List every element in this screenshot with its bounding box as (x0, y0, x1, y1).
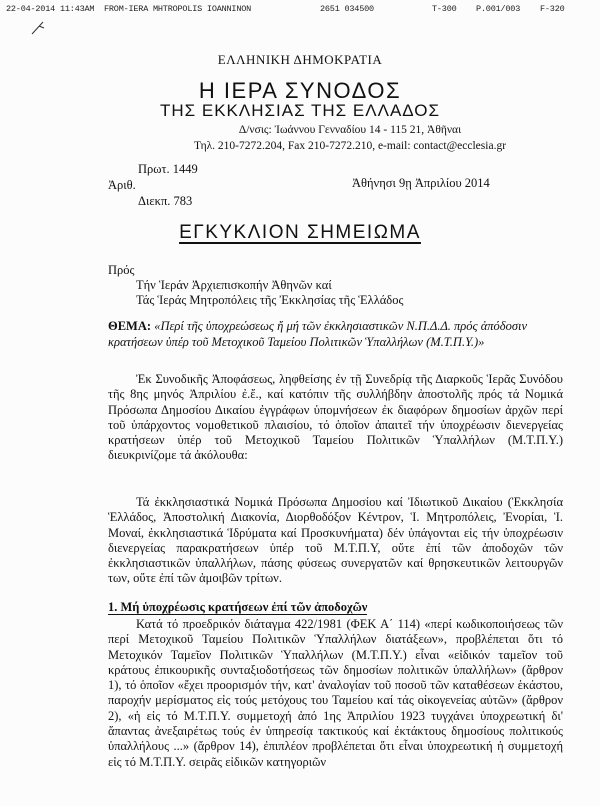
paragraph-2: Τά ἐκκλησιαστικά Νομικά Πρόσωπα Δημοσίου καί Ἰδιωτικοῦ Δικαίου (Ἐκκλησία Ἑλλάδος, Ἀποστολική Διακονία, Διορθοδόξον Κέντρον, Ἱ. Μητροπόλεις, Ἐνορίαι, Ἱ. Μοναί, ἐκκλησιαστικά Ἱδρύματα καί Προσκυνήματα) δέν ὑπάγονται εἰς τήν ὑποχρέωσιν διενεργείας παρακρατήσεων ὑπέρ τοῦ Μ.Τ.Π.Υ, οὔτε ἐπί τῶν ἀποδοχῶν τῶν ἐκκλησιαστικῶν ὑπαλλήλων, πάσης φύσεως συνεργατῶν καί θρησκευτικῶν λειτουργῶν των, οὔτε ἐπί τῶν ἀμοιβῶν τρίτων. (108, 495, 563, 586)
subject-block (108, 318, 563, 350)
dispatch-number: Διεκπ. 783 (138, 194, 193, 208)
section-1-heading: 1. Μή ὑποχρέωσις κρατήσεων ἐπί τῶν ἀποδοχῶν (108, 600, 368, 614)
fax-f-code: F-320 (540, 4, 565, 14)
protocol-number: Πρωτ. 1449 (138, 162, 198, 176)
fax-header (0, 4, 600, 16)
fax-time: 11:43AM (60, 4, 95, 14)
paragraph-1: Ἐκ Συνοδικῆς Ἀποφάσεως, ληφθείσης ἐν τῇ Συνεδρίᾳ τῆς Διαρκοῦς Ἱερᾶς Συνόδου τῆς 8ης μηνός Ἀπριλίου ἐ.ἔ., καί κατόπιν τῆς συλλήβδην ἀποστολῆς πρός τά Νομικά Πρόσωπα Δημοσίου Δικαίου ἐγγράφων ὑπομνήσεων ἐκ διαφόρων δημοσίων ἀρχῶν περί τοῦ ὑπάρχοντος νομοθετικοῦ πλαισίου, τό ὁποῖον ἀπαιτεῖ τήν ὑποχρέωσιν διενεργείας κρατήσεων ὑπέρ τοῦ Μετοχικοῦ Ταμείου Πολιτικῶν Ὑπαλλήλων (Μ.Τ.Π.Υ.) διευκρινίζομε τά ἀκόλουθα: (108, 372, 563, 463)
address-line: Δ/νσις: Ἰωάννου Γενναδίου 14 - 115 21, Ἀθῆναι (238, 124, 462, 136)
contact-line: Τηλ. 210-7272.204, Fax 210-7272.210, e-mail: contact@ecclesia.gr (193, 140, 507, 152)
paragraph-3: Κατά τό προεδρικόν διάταγμα 422/1981 (ΦΕΚ Α΄ 114) «περί κωδικοποιήσεως τῶν περί Μετοχικοῦ Ταμείου Πολιτικῶν Ὑπαλλήλων διατάξεων», προβλέπεται ὅτι τό Μετοχικόν Ταμεῖον Πολιτικῶν Ὑπαλλήλων (Μ.Τ.Π.Υ.) εἶναι «εἰδικόν ταμεῖον τοῦ κράτους ἐπικουρικῆς συνταξιοδοτήσεως τῶν δημοσίων πολιτικῶν ὑπαλλήλων» (ἄρθρον 1), τό ὁποῖον «ἔχει προορισμόν τήν, κατ' ἀναλογίαν τοῦ ποσοῦ τῶν καταθέσεων ἑκάστου, παροχήν μερίσματος εἰς τούς μετόχους του Ταμείου καί τάς οἰκογενείας αὐτῶν» (ἄρθρον 2), «ἡ εἰς τό Μ.Τ.Π.Υ. συμμετοχή ἀπό 1ης Ἀπριλίου 1923 τυγχάνει ὑποχρεωτική δι' ἅπαντας ἀνεξαιρέτως τούς ἐν ὑπηρεσίᾳ τακτικούς καί ἐκτάκτους δημοσίους πολιτικούς ὑπαλλήλους ...» (ἄρθρον 14), ἐπιπλέον προβλέπεται ὅτι εἶναι ὑποχρεωτική ἡ συμμετοχή εἰς τό Μ.Τ.Π.Υ. σειρᾶς εἰδικῶν κατηγοριῶν (108, 617, 563, 769)
recipients-to: Πρός (108, 263, 135, 277)
document-date: Ἀθήνησι 9ῃ Ἀπριλίου 2014 (352, 176, 490, 190)
recipient-metropolises: Τάς Ἱεράς Μητροπόλεις τῆς Ἐκκλησίας τῆς Ἑλλάδος (136, 293, 404, 307)
subject-text: «Περί τῆς ὑποχρεώσεως ἤ μή τῶν ἐκκλησιαστικῶν Ν.Π.Δ.Δ. πρός ἀπόδοσιν κρατήσεων ὑπέρ τοῦ Μετοχικοῦ Ταμείου Πολιτικῶν Ὑπαλλήλων (Μ.Τ.Π.Υ.)» (108, 319, 528, 349)
fax-phone: 2651 034500 (320, 4, 374, 14)
fax-t-code: T-300 (432, 4, 457, 14)
synod-name: Η ΙΕΡΑ ΣΥΝΟΔΟΣ (198, 78, 402, 103)
scan-mark-icon (30, 20, 46, 36)
subject-label: ΘΕΜΑ: (108, 319, 152, 333)
church-name: ΤΗΣ ΕΚΚΛΗΣΙΑΣ ΤΗΣ ΕΛΛΑΔΟΣ (159, 101, 441, 120)
fax-sender: FROM-IERA MHTROPOLIS IOANNINON (104, 4, 252, 14)
document-title (0, 222, 600, 244)
number-label: Ἀριθ. (108, 178, 136, 192)
recipient-archdiocese: Τήν Ἱεράν Ἀρχιεπισκοπήν Ἀθηνῶν καί (136, 278, 332, 292)
document-title-text: ΕΓΚΥΚΛΙΟΝ ΣΗΜΕΙΩΜΑ (179, 222, 421, 243)
fax-date: 22-04-2014 (6, 4, 56, 14)
country-name: ΕΛΛΗΝΙΚΗ ΔΗΜΟΚΡΑΤΙΑ (217, 52, 383, 67)
fax-page-count: P.001/003 (476, 4, 521, 14)
